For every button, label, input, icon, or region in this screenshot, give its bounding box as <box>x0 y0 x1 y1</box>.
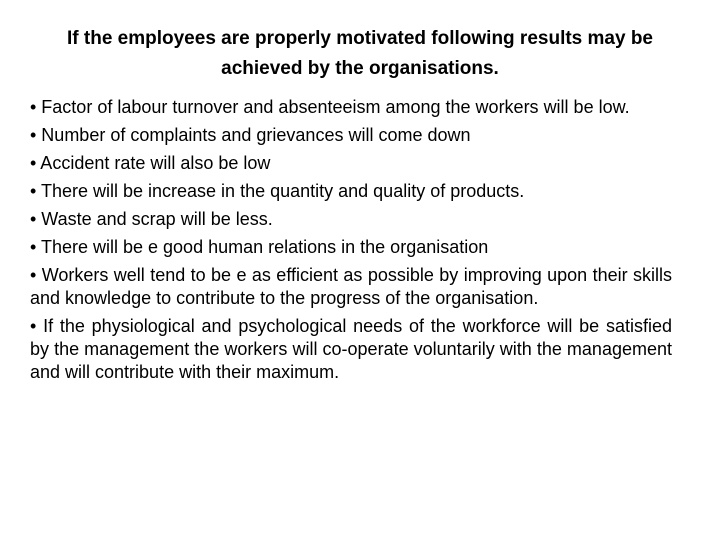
bullet-item: • Workers well tend to be e as efficient as possible by improving upon their skills and knowledge to contribute to the progress of the organisation. <box>30 265 672 308</box>
bullet-item: • Number of complaints and grievances will come down <box>30 125 471 145</box>
bullet-item: • Accident rate will also be low <box>30 153 271 173</box>
bullet-item: • Waste and scrap will be less. <box>30 209 273 229</box>
bullet-item: • Factor of labour turnover and absenteeism among the workers will be low. <box>30 97 630 117</box>
slide-title: If the employees are properly motivated following results may be achieved by the organisations. <box>67 28 653 79</box>
bullet-item: • If the physiological and psychological needs of the workforce will be satisfied by the management the workers will co-operate voluntarily with the management and will contribute with their maximum. <box>30 316 672 382</box>
bullet-item: • There will be increase in the quantity and quality of products. <box>30 181 525 201</box>
bullet-list <box>30 96 672 389</box>
bullet-item: • There will be e good human relations in the organisation <box>30 237 489 257</box>
